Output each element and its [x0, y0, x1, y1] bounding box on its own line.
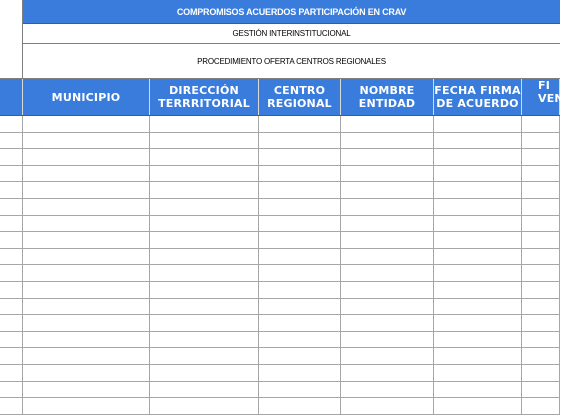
row-gutter-cell — [0, 116, 23, 132]
table-cell[interactable] — [150, 116, 259, 132]
table-cell[interactable] — [341, 348, 434, 364]
table-cell[interactable] — [434, 382, 522, 398]
table-row — [0, 282, 560, 299]
table-cell[interactable] — [23, 299, 150, 315]
table-cell[interactable] — [23, 365, 150, 381]
table-cell[interactable] — [341, 398, 434, 414]
table-cell[interactable] — [259, 149, 341, 165]
table-cell[interactable] — [341, 365, 434, 381]
table-cell[interactable] — [341, 133, 434, 149]
table-cell[interactable] — [341, 315, 434, 331]
table-cell[interactable] — [522, 216, 560, 232]
table-cell[interactable] — [150, 365, 259, 381]
table-cell[interactable] — [23, 199, 150, 215]
table-row — [0, 265, 560, 282]
header-label: REGIONAL — [267, 97, 332, 110]
table-row — [0, 299, 560, 316]
table-cell[interactable] — [341, 116, 434, 132]
table-row — [0, 182, 560, 199]
table-cell[interactable] — [259, 332, 341, 348]
table-cell[interactable] — [23, 216, 150, 232]
table-row — [0, 166, 560, 183]
row-gutter-cell — [0, 216, 23, 232]
table-cell[interactable] — [259, 348, 341, 364]
table-cell[interactable] — [522, 398, 560, 414]
header-fecha-firma-acuerdo[interactable] — [434, 79, 522, 115]
table-cell[interactable] — [150, 232, 259, 248]
header-direccion-territorial[interactable] — [150, 79, 259, 115]
row-gutter-cell — [0, 315, 23, 331]
table-cell[interactable] — [434, 282, 522, 298]
table-cell[interactable] — [259, 382, 341, 398]
table-cell[interactable] — [259, 232, 341, 248]
table-cell[interactable] — [522, 116, 560, 132]
column-header-row — [0, 78, 564, 116]
table-cell[interactable] — [259, 182, 341, 198]
table-cell[interactable] — [341, 249, 434, 265]
table-cell[interactable] — [434, 133, 522, 149]
table-cell[interactable] — [23, 348, 150, 364]
table-cell[interactable] — [434, 199, 522, 215]
row-gutter-cell — [0, 398, 23, 414]
table-cell[interactable] — [150, 133, 259, 149]
table-cell[interactable] — [522, 199, 560, 215]
table-cell[interactable] — [150, 348, 259, 364]
table-cell[interactable] — [259, 166, 341, 182]
table-cell[interactable] — [23, 265, 150, 281]
table-cell[interactable] — [23, 149, 150, 165]
table-cell[interactable] — [522, 232, 560, 248]
table-cell[interactable] — [341, 199, 434, 215]
table-cell[interactable] — [522, 315, 560, 331]
table-cell[interactable] — [522, 265, 560, 281]
table-cell[interactable] — [23, 398, 150, 414]
row-gutter-cell — [0, 166, 23, 182]
table-cell[interactable] — [23, 182, 150, 198]
row-gutter-cell — [0, 133, 23, 149]
table-cell[interactable] — [150, 166, 259, 182]
table-cell[interactable] — [259, 199, 341, 215]
table-cell[interactable] — [434, 332, 522, 348]
table-cell[interactable] — [150, 265, 259, 281]
table-cell[interactable] — [522, 166, 560, 182]
row-gutter-cell — [0, 382, 23, 398]
header-label: CENTRO — [273, 84, 326, 97]
table-cell[interactable] — [522, 182, 560, 198]
table-cell[interactable] — [341, 382, 434, 398]
table-cell[interactable] — [341, 332, 434, 348]
form-subtitle: GESTIÓN INTERINSTITUCIONAL — [23, 24, 560, 44]
header-label: MUNICIPIO — [51, 90, 121, 104]
table-row — [0, 249, 560, 266]
table-cell[interactable] — [522, 282, 560, 298]
table-cell[interactable] — [150, 149, 259, 165]
header-label: VEN — [538, 92, 564, 105]
table-row — [0, 315, 560, 332]
table-cell[interactable] — [522, 149, 560, 165]
table-cell[interactable] — [522, 348, 560, 364]
table-cell[interactable] — [434, 116, 522, 132]
table-cell[interactable] — [434, 299, 522, 315]
table-cell[interactable] — [341, 299, 434, 315]
header-label: DIRECCIÓN — [169, 84, 239, 97]
table-cell[interactable] — [434, 249, 522, 265]
header-gutter-cell — [0, 79, 23, 115]
row-gutter-cell — [0, 365, 23, 381]
table-cell[interactable] — [23, 382, 150, 398]
table-cell[interactable] — [522, 133, 560, 149]
row-gutter-cell — [0, 332, 23, 348]
table-cell[interactable] — [522, 299, 560, 315]
header-label: FI — [538, 79, 551, 92]
table-row — [0, 365, 560, 382]
table-cell[interactable] — [434, 315, 522, 331]
form-procedure: PROCEDIMIENTO OFERTA CENTROS REGIONALES — [23, 44, 560, 78]
table-cell[interactable] — [23, 232, 150, 248]
table-cell[interactable] — [341, 216, 434, 232]
table-cell[interactable] — [150, 249, 259, 265]
row-gutter-cell — [0, 348, 23, 364]
table-row — [0, 382, 560, 399]
header-label: TERRRITORIAL — [158, 97, 250, 110]
table-cell[interactable] — [259, 216, 341, 232]
table-row — [0, 149, 560, 166]
table-cell[interactable] — [150, 282, 259, 298]
table-cell[interactable] — [341, 232, 434, 248]
row-gutter-cell — [0, 282, 23, 298]
table-row — [0, 216, 560, 233]
table-row — [0, 116, 560, 133]
table-cell[interactable] — [434, 166, 522, 182]
table-cell[interactable] — [434, 365, 522, 381]
table-cell[interactable] — [150, 216, 259, 232]
table-cell[interactable] — [259, 249, 341, 265]
table-cell[interactable] — [259, 116, 341, 132]
table-cell[interactable] — [150, 398, 259, 414]
table-row — [0, 199, 560, 216]
table-cell[interactable] — [150, 332, 259, 348]
header-centro-regional[interactable] — [259, 79, 341, 115]
table-cell[interactable] — [23, 315, 150, 331]
table-row — [0, 133, 560, 150]
table-cell[interactable] — [259, 398, 341, 414]
table-cell[interactable] — [259, 299, 341, 315]
table-cell[interactable] — [341, 282, 434, 298]
header-municipio[interactable] — [23, 79, 150, 115]
table-cell[interactable] — [434, 182, 522, 198]
header-label: ENTIDAD — [358, 97, 416, 110]
table-cell[interactable] — [341, 265, 434, 281]
table-cell[interactable] — [23, 332, 150, 348]
row-gutter-cell — [0, 249, 23, 265]
row-gutter-cell — [0, 299, 23, 315]
header-label: DE ACUERDO — [436, 97, 519, 110]
table-cell[interactable] — [259, 315, 341, 331]
table-cell[interactable] — [434, 232, 522, 248]
table-cell[interactable] — [259, 282, 341, 298]
table-cell[interactable] — [341, 182, 434, 198]
table-cell[interactable] — [522, 332, 560, 348]
table-cell[interactable] — [259, 365, 341, 381]
table-cell[interactable] — [522, 249, 560, 265]
row-gutter-cell — [0, 199, 23, 215]
data-grid — [0, 116, 560, 420]
table-cell[interactable] — [23, 116, 150, 132]
table-row — [0, 332, 560, 349]
table-cell[interactable] — [434, 348, 522, 364]
table-cell[interactable] — [23, 166, 150, 182]
table-cell[interactable] — [259, 265, 341, 281]
row-gutter-cell — [0, 232, 23, 248]
row-gutter-cell — [0, 149, 23, 165]
header-label: NOMBRE — [359, 84, 415, 97]
table-cell[interactable] — [341, 149, 434, 165]
table-cell[interactable] — [23, 249, 150, 265]
table-cell[interactable] — [150, 299, 259, 315]
table-cell[interactable] — [150, 199, 259, 215]
table-cell[interactable] — [434, 398, 522, 414]
header-fecha-vencimiento[interactable] — [522, 79, 564, 115]
table-cell[interactable] — [341, 166, 434, 182]
table-cell[interactable] — [150, 315, 259, 331]
table-row — [0, 398, 560, 415]
table-cell[interactable] — [150, 382, 259, 398]
table-cell[interactable] — [434, 265, 522, 281]
table-row — [0, 232, 560, 249]
table-cell[interactable] — [434, 216, 522, 232]
header-nombre-entidad[interactable] — [341, 79, 434, 115]
row-gutter-cell — [0, 182, 23, 198]
form-title: COMPROMISOS ACUERDOS PARTICIPACIÓN EN CRAV — [23, 0, 560, 24]
table-cell[interactable] — [150, 182, 259, 198]
table-cell[interactable] — [522, 382, 560, 398]
table-row — [0, 348, 560, 365]
table-cell[interactable] — [522, 365, 560, 381]
table-cell[interactable] — [23, 282, 150, 298]
table-cell[interactable] — [434, 149, 522, 165]
row-gutter-cell — [0, 265, 23, 281]
header-label: FECHA FIRMA — [434, 84, 521, 97]
table-cell[interactable] — [259, 133, 341, 149]
row-gutter — [0, 0, 23, 78]
table-cell[interactable] — [23, 133, 150, 149]
